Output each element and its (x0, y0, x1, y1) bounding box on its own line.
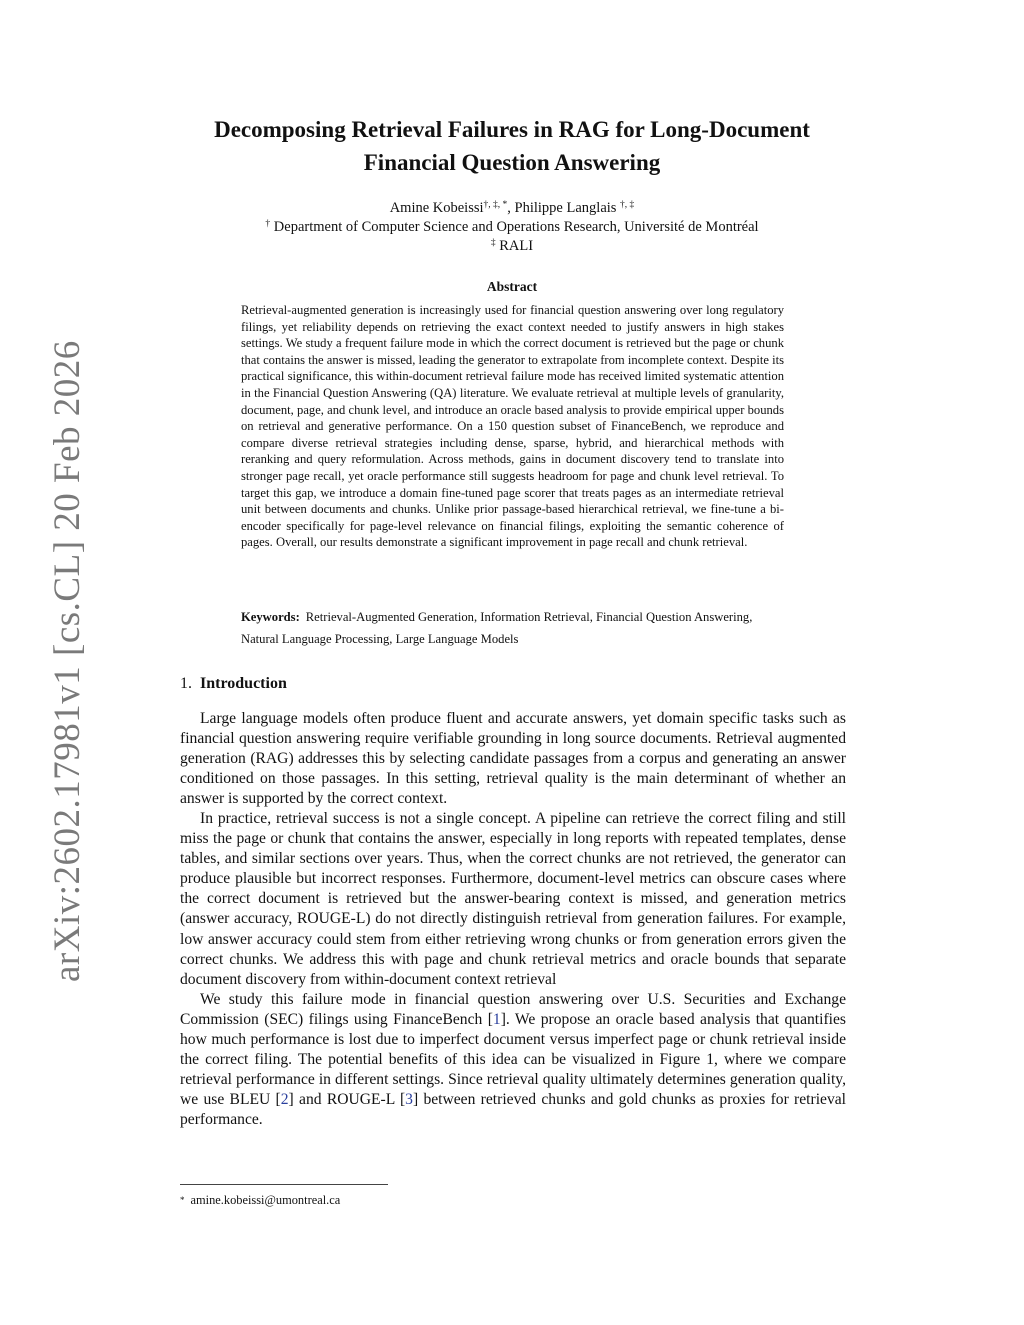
section-number: 1. (180, 675, 192, 692)
keywords-label: Keywords: (241, 610, 300, 624)
section-title: Introduction (200, 675, 287, 692)
keywords-text: Retrieval-Augmented Generation, Information Retrieval, Financial Question Answering, Natural Language Processing, Large Language Models (241, 610, 753, 646)
citation-link[interactable]: 3 (405, 1090, 413, 1108)
paper-title (170, 113, 854, 179)
citation-link[interactable]: 1 (492, 1010, 501, 1028)
title-line-1: Decomposing Retrieval Failures in RAG for Long-Document (214, 117, 810, 142)
paragraph-text: ] between retrieved chunks and gold chunks as proxies for retrieval performance. (180, 1090, 847, 1128)
title-line-2: Financial Question Answering (363, 150, 661, 175)
affiliation-line (170, 237, 854, 256)
abstract-text: Retrieval-augmented generation is increasingly used for financial question answering over long regulatory filings, yet reliability depends on retrieving the exact context needed to justify answers in high stakes settings. We study a frequent failure mode in which the correct document is retrieved but the page or chunk that contains the answer is missed, leading the generator to extrapolate from incomplete context. Despite its practical significance, this within-document retrieval failure mode has received limited systematic attention in the Financial Question Answering (QA) literature. We evaluate retrieval at multiple levels of granularity, document, page, and chunk level, and introduce an oracle based analysis to provide empirical upper bounds on retrieval and generative performance. On a 150 question subset of FinanceBench, we reproduce and compare diverse retrieval strategies including dense, sparse, hybrid, and hierarchical methods with reranking and query reformulation. Across methods, gains in document discovery tend to translate into stronger page recall, yet oracle performance still suggests headroom for page and chunk level retrieval. To target this gap, we introduce a domain fine-tuned page scorer that treats pages as an intermediate retrieval unit between documents and chunks. Unlike prior passage-based hierarchical retrieval, we fine-tune a bi-encoder specifically for page-level relevance on financial filings, exploiting the semantic coherence of pages. Overall, our results demonstrate a significant improvement in page recall and chunk retrieval. (241, 303, 784, 550)
affiliation-mark: † (265, 219, 271, 229)
author-affiliation-marks: †, ‡, * (483, 200, 508, 210)
footnote-email: amine.kobeissi@umontreal.ca (190, 1193, 341, 1207)
affiliation-text: RALI (499, 238, 534, 254)
affiliation-mark: ‡ (490, 238, 496, 248)
keywords (241, 607, 784, 650)
introduction-body (180, 709, 846, 1130)
author-separator: , (507, 200, 515, 216)
author-name: Amine Kobeissi (389, 200, 484, 216)
arxiv-identifier: arXiv:2602.17981v1 [cs.CL] 20 Feb 2026 (47, 340, 88, 982)
citation-link[interactable]: 2 (280, 1090, 289, 1108)
paragraph-text: We study this failure mode in financial question answering over U.S. Securities and Exchange Commission (SEC) filings using FinanceBench [ (180, 990, 846, 1028)
author-affiliation-marks: †, ‡ (620, 200, 635, 210)
footnote (180, 1192, 340, 1208)
author-line (170, 199, 854, 218)
footnote-divider (180, 1184, 388, 1185)
abstract-heading: Abstract (486, 279, 538, 294)
footnote-mark: * (180, 1195, 185, 1205)
affiliation-line (170, 218, 854, 237)
author-name: Philippe Langlais (514, 200, 617, 216)
author-block (170, 199, 854, 256)
paragraph: Large language models often produce fluent and accurate answers, yet domain specific tasks such as financial question answering require verifiable grounding in long source documents. Retrieval augmented generation (RAG) addresses this by selecting candidate passages from a corpus and generating an answer conditioned on those passages. In this setting, retrieval quality is the main determinant of whether an answer is supported by the correct context. (180, 710, 846, 808)
paragraph-text: ]. We propose an oracle based analysis that quantifies how much performance is lost due to imperfect document versus imperfect page or chunk retrieval inside the correct filing. The potential benefits of this idea can be visualized in Figure 1, where we compare retrieval performance in different settings. Since retrieval quality ultimately determines generation quality, we use BLEU [ (180, 1010, 846, 1108)
section-heading (180, 674, 287, 694)
paragraph-text: ] and ROUGE-L [ (288, 1090, 406, 1108)
paragraph (180, 990, 846, 1130)
affiliation-text: Department of Computer Science and Operations Research, Université de Montréal (273, 219, 759, 235)
paragraph: In practice, retrieval success is not a single concept. A pipeline can retrieve the correct filing and still miss the page or chunk that contains the answer, especially in long reports with repeated templates, dense tables, and similar sections over years. Thus, when the correct chunks are not retrieved, the generator can produce plausible but incorrect responses. Furthermore, document-level metrics can obscure cases where the correct document is retrieved but the answer-bearing context is missed, and generation metrics (answer accuracy, ROUGE-L) do not directly distinguish retrieval from generation failures. For example, low answer accuracy could stem from either retrieving wrong chunks or from generation errors given the correct chunks. We address this with page and chunk retrieval metrics and oracle bounds that separate document discovery from within-document context retrieval (180, 810, 846, 988)
